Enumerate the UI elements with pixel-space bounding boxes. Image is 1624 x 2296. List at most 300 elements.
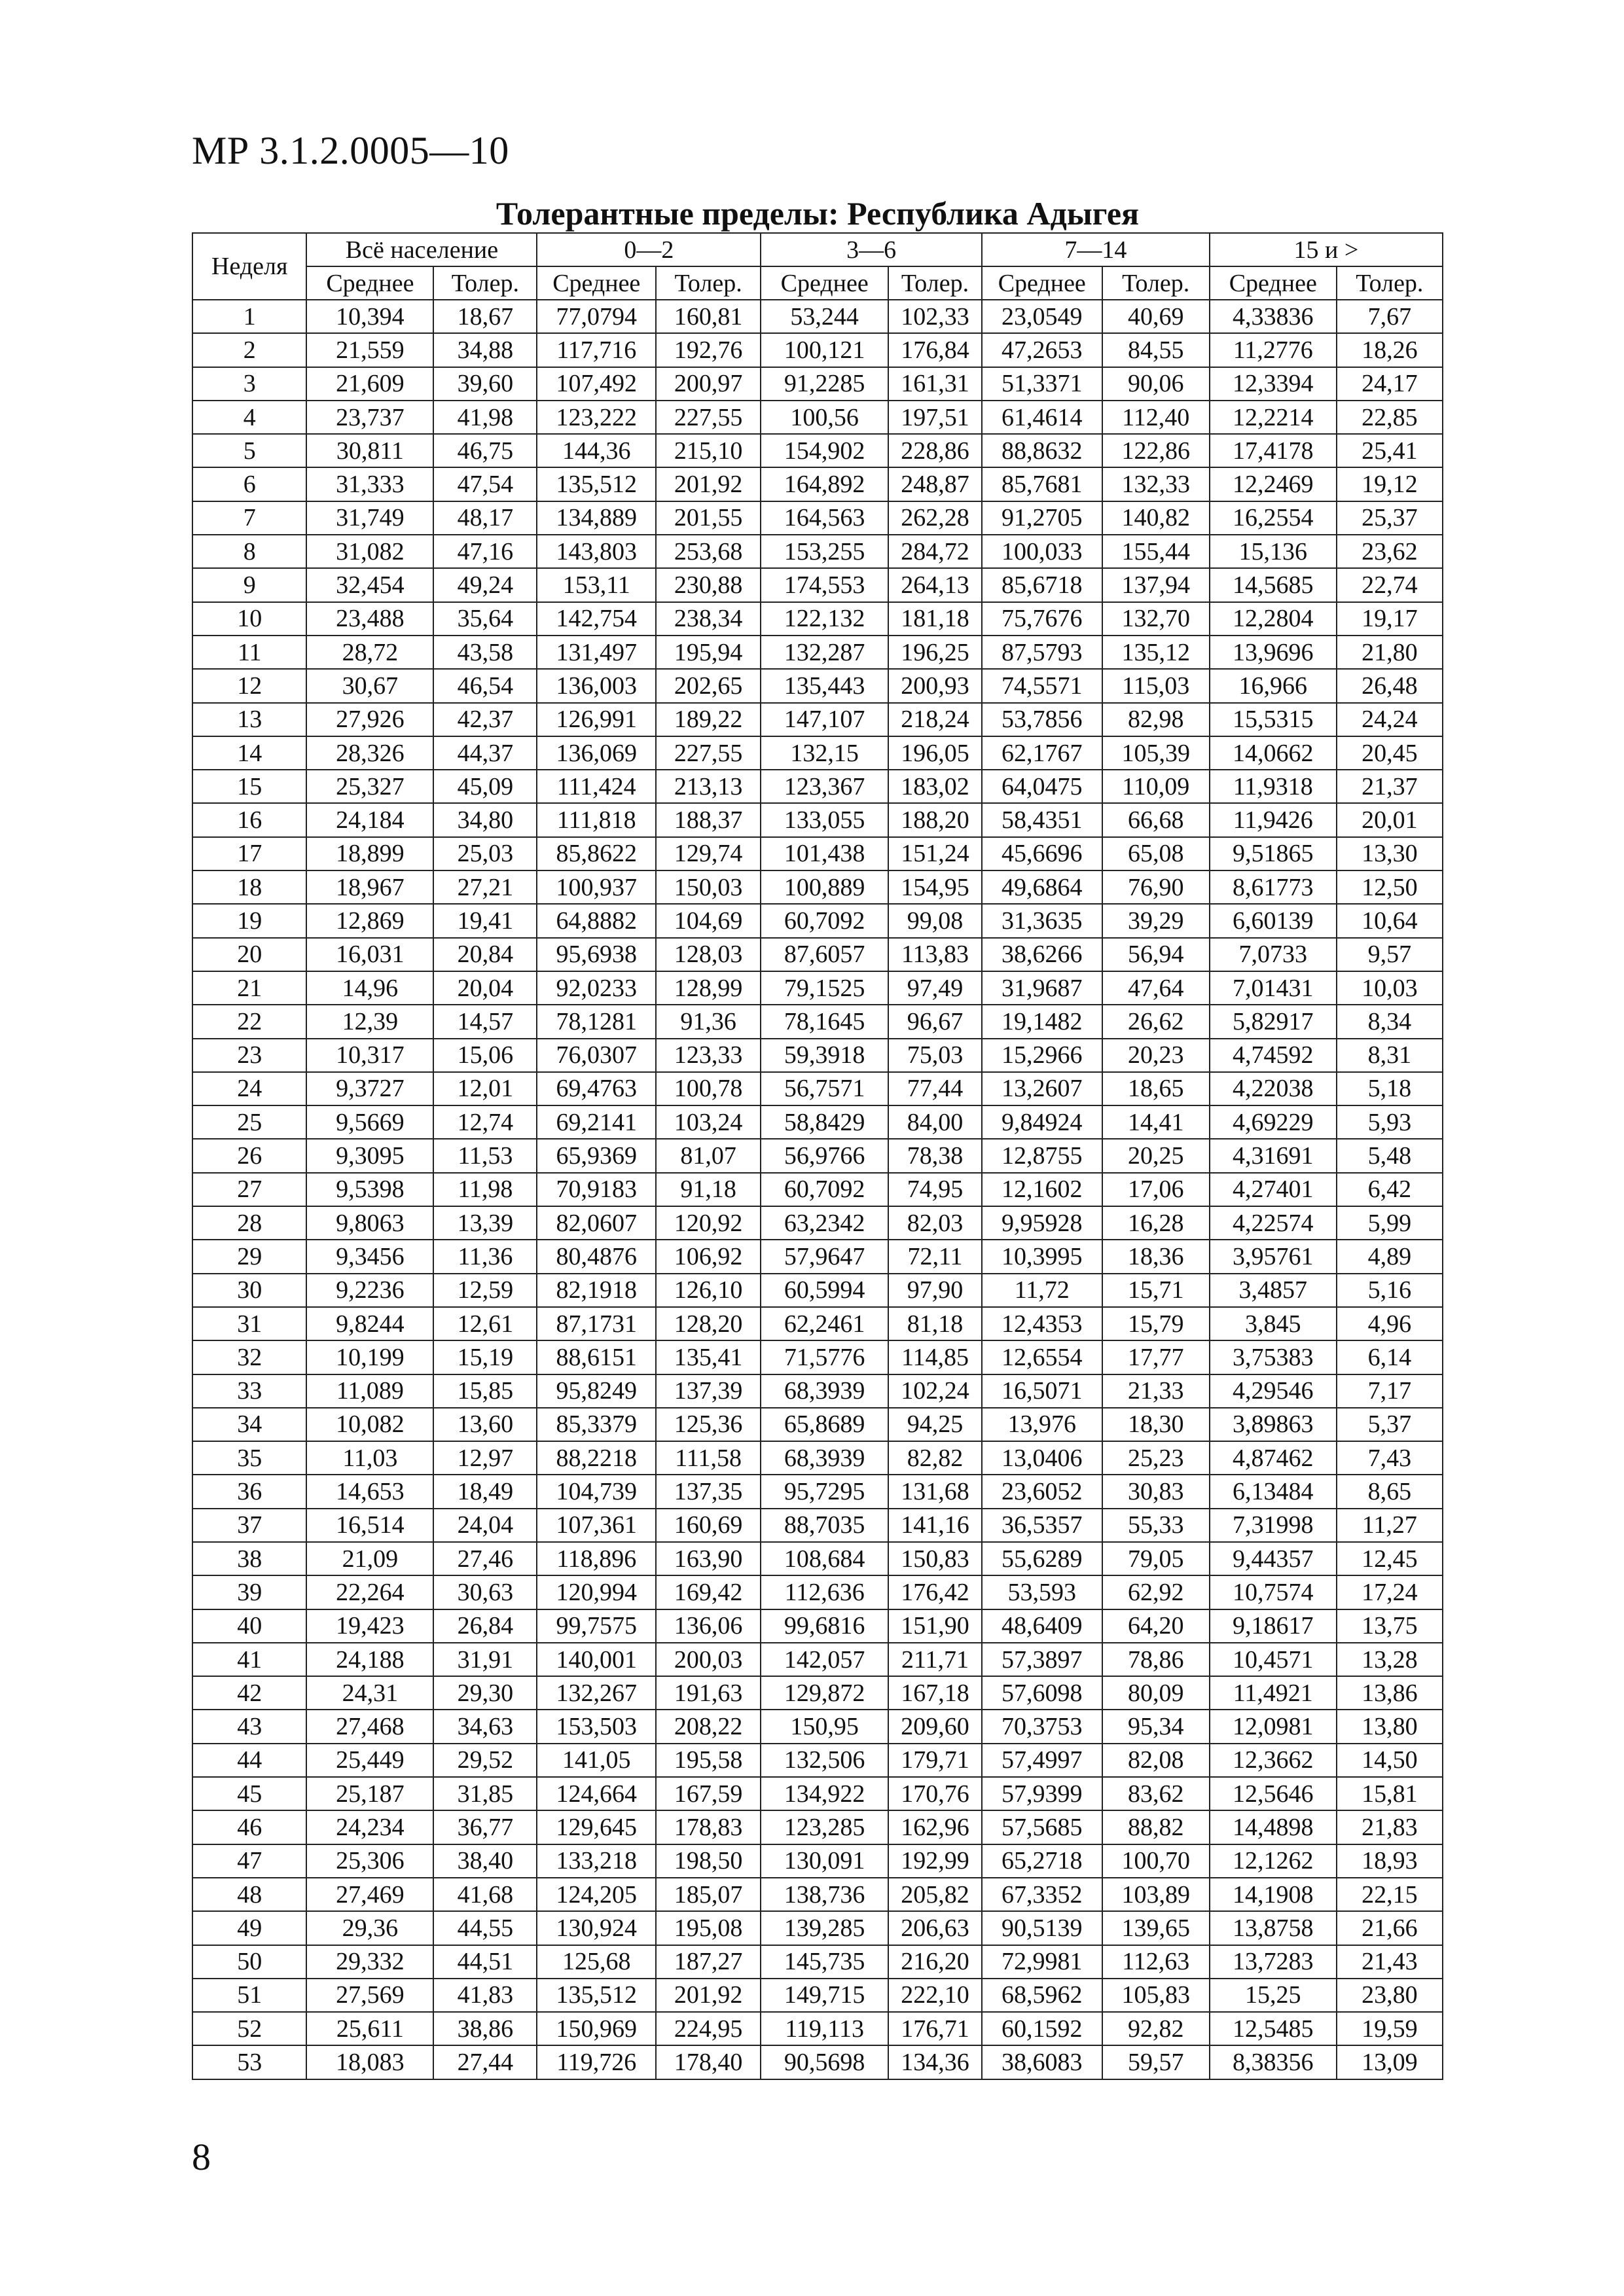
age-0-2-mean-cell: 125,68 [537, 1945, 656, 1979]
all-tol-cell: 20,84 [433, 938, 537, 971]
week-cell: 12 [192, 669, 306, 702]
age-3-6-tol-cell: 183,02 [888, 770, 982, 803]
all-tol-cell: 12,74 [433, 1105, 537, 1139]
age-7-14-mean-cell: 31,9687 [982, 971, 1102, 1005]
table-title: Толерантные пределы: Республика Адыгея [496, 195, 1140, 232]
age-3-6-mean-cell: 164,892 [761, 467, 888, 501]
age-15-plus-tol-cell: 5,99 [1337, 1206, 1443, 1240]
age-7-14-mean-cell: 12,1602 [982, 1173, 1102, 1206]
age-3-6-mean-cell: 122,132 [761, 602, 888, 636]
age-0-2-mean-cell: 107,361 [537, 1509, 656, 1542]
age-7-14-tol-cell: 79,05 [1102, 1542, 1210, 1575]
table-row [192, 1139, 1443, 1172]
age-7-14-tol-cell: 95,34 [1102, 1710, 1210, 1743]
age-0-2-tol-cell: 160,81 [656, 300, 761, 333]
age-7-14-mean-cell: 36,5357 [982, 1509, 1102, 1542]
age-0-2-tol-cell: 187,27 [656, 1945, 761, 1979]
age-15-plus-tol-cell: 21,43 [1337, 1945, 1443, 1979]
age-7-14-mean-cell: 64,0475 [982, 770, 1102, 803]
age-15-plus-mean-cell: 13,9696 [1210, 636, 1337, 669]
table-row [192, 367, 1443, 401]
age-0-2-tol-cell: 253,68 [656, 535, 761, 568]
age-0-2-tol-cell: 137,39 [656, 1374, 761, 1408]
age-0-2-mean-cell: 95,8249 [537, 1374, 656, 1408]
age-7-14-tol-cell: 16,28 [1102, 1206, 1210, 1240]
all-mean-cell: 10,199 [306, 1340, 433, 1374]
week-cell: 15 [192, 770, 306, 803]
age-0-2-tol-cell: 195,58 [656, 1744, 761, 1777]
age-15-plus-mean-cell: 12,2214 [1210, 401, 1337, 434]
age-3-6-mean-cell: 149,715 [761, 1979, 888, 2012]
age-0-2-mean-cell: 153,503 [537, 1710, 656, 1743]
week-cell: 4 [192, 401, 306, 434]
age-15-plus-mean-cell: 13,8758 [1210, 1911, 1337, 1945]
age-3-6-tol-cell: 206,63 [888, 1911, 982, 1945]
week-cell: 42 [192, 1676, 306, 1710]
age-0-2-mean-cell: 76,0307 [537, 1039, 656, 1072]
table-row [192, 1105, 1443, 1139]
age-15-plus-mean-cell: 14,0662 [1210, 736, 1337, 770]
all-mean-cell: 14,653 [306, 1475, 433, 1508]
age-15-plus-tol-cell: 21,80 [1337, 636, 1443, 669]
all-tol-cell: 24,04 [433, 1509, 537, 1542]
age-0-2-tol-cell: 224,95 [656, 2012, 761, 2045]
age-0-2-mean-cell: 131,497 [537, 636, 656, 669]
age-15-plus-mean-cell: 12,1262 [1210, 1844, 1337, 1878]
age-0-2-mean-cell: 80,4876 [537, 1240, 656, 1273]
age-0-2-mean-cell: 88,2218 [537, 1441, 656, 1475]
age-7-14-mean-cell: 62,1767 [982, 736, 1102, 770]
age-15-plus-mean-cell: 9,51865 [1210, 837, 1337, 870]
age-15-plus-mean-cell: 12,2469 [1210, 467, 1337, 501]
age-0-2-mean-cell: 153,11 [537, 568, 656, 601]
age-0-2-tol-cell: 185,07 [656, 1878, 761, 1911]
all-tol-cell: 12,61 [433, 1307, 537, 1340]
age-0-2-mean-cell: 119,726 [537, 2045, 656, 2079]
age-7-14-tol-cell: 132,70 [1102, 602, 1210, 636]
age-7-14-mean-cell: 53,7856 [982, 703, 1102, 736]
week-cell: 10 [192, 602, 306, 636]
age-3-6-tol-cell: 150,83 [888, 1542, 982, 1575]
subheader-tolerance: Толер. [433, 266, 537, 300]
age-0-2-tol-cell: 125,36 [656, 1408, 761, 1441]
week-cell: 22 [192, 1005, 306, 1038]
table-row [192, 837, 1443, 870]
all-mean-cell: 9,5669 [306, 1105, 433, 1139]
age-15-plus-mean-cell: 12,2804 [1210, 602, 1337, 636]
age-0-2-tol-cell: 111,58 [656, 1441, 761, 1475]
age-7-14-mean-cell: 12,8755 [982, 1139, 1102, 1172]
age-3-6-tol-cell: 262,28 [888, 501, 982, 535]
all-tol-cell: 41,98 [433, 401, 537, 434]
age-0-2-tol-cell: 128,03 [656, 938, 761, 971]
age-7-14-mean-cell: 9,84924 [982, 1105, 1102, 1139]
table-row [192, 736, 1443, 770]
table-row [192, 669, 1443, 702]
table-row [192, 703, 1443, 736]
week-cell: 16 [192, 803, 306, 836]
age-0-2-tol-cell: 192,76 [656, 333, 761, 367]
age-7-14-tol-cell: 47,64 [1102, 971, 1210, 1005]
age-15-plus-tol-cell: 10,03 [1337, 971, 1443, 1005]
age-3-6-mean-cell: 56,7571 [761, 1072, 888, 1105]
age-3-6-tol-cell: 81,18 [888, 1307, 982, 1340]
all-mean-cell: 11,03 [306, 1441, 433, 1475]
age-15-plus-tol-cell: 22,15 [1337, 1878, 1443, 1911]
age-7-14-tol-cell: 112,40 [1102, 401, 1210, 434]
age-0-2-tol-cell: 103,24 [656, 1105, 761, 1139]
age-15-plus-mean-cell: 3,89863 [1210, 1408, 1337, 1441]
age-15-plus-mean-cell: 4,29546 [1210, 1374, 1337, 1408]
header-week: Неделя [192, 233, 306, 300]
age-0-2-mean-cell: 92,0233 [537, 971, 656, 1005]
age-3-6-mean-cell: 101,438 [761, 837, 888, 870]
age-0-2-mean-cell: 150,969 [537, 2012, 656, 2045]
age-7-14-mean-cell: 48,6409 [982, 1609, 1102, 1643]
age-7-14-mean-cell: 60,1592 [982, 2012, 1102, 2045]
age-7-14-tol-cell: 26,62 [1102, 1005, 1210, 1038]
age-15-plus-mean-cell: 11,2776 [1210, 333, 1337, 367]
subheader-mean: Среднее [982, 266, 1102, 300]
week-cell: 24 [192, 1072, 306, 1105]
age-3-6-mean-cell: 154,902 [761, 434, 888, 467]
week-cell: 25 [192, 1105, 306, 1139]
week-cell: 21 [192, 971, 306, 1005]
age-3-6-mean-cell: 100,121 [761, 333, 888, 367]
age-15-plus-mean-cell: 8,61773 [1210, 870, 1337, 904]
age-15-plus-mean-cell: 4,31691 [1210, 1139, 1337, 1172]
age-3-6-mean-cell: 56,9766 [761, 1139, 888, 1172]
week-cell: 9 [192, 568, 306, 601]
table-row [192, 904, 1443, 937]
age-15-plus-tol-cell: 20,45 [1337, 736, 1443, 770]
all-mean-cell: 25,449 [306, 1744, 433, 1777]
age-0-2-mean-cell: 64,8882 [537, 904, 656, 937]
age-3-6-mean-cell: 60,7092 [761, 904, 888, 937]
age-0-2-tol-cell: 163,90 [656, 1542, 761, 1575]
age-7-14-tol-cell: 55,33 [1102, 1509, 1210, 1542]
age-7-14-mean-cell: 13,976 [982, 1408, 1102, 1441]
age-7-14-tol-cell: 155,44 [1102, 535, 1210, 568]
age-15-plus-tol-cell: 5,48 [1337, 1139, 1443, 1172]
age-0-2-tol-cell: 191,63 [656, 1676, 761, 1710]
age-0-2-tol-cell: 136,06 [656, 1609, 761, 1643]
age-15-plus-mean-cell: 4,22574 [1210, 1206, 1337, 1240]
age-3-6-tol-cell: 131,68 [888, 1475, 982, 1508]
age-0-2-mean-cell: 124,664 [537, 1777, 656, 1810]
age-15-plus-tol-cell: 18,93 [1337, 1844, 1443, 1878]
age-7-14-mean-cell: 15,2966 [982, 1039, 1102, 1072]
all-mean-cell: 21,559 [306, 333, 433, 367]
age-0-2-mean-cell: 65,9369 [537, 1139, 656, 1172]
all-tol-cell: 11,36 [433, 1240, 537, 1273]
all-mean-cell: 9,8063 [306, 1206, 433, 1240]
all-mean-cell: 11,089 [306, 1374, 433, 1408]
age-0-2-tol-cell: 135,41 [656, 1340, 761, 1374]
table-row [192, 1509, 1443, 1542]
age-7-14-mean-cell: 13,0406 [982, 1441, 1102, 1475]
all-tol-cell: 38,40 [433, 1844, 537, 1878]
age-3-6-mean-cell: 88,7035 [761, 1509, 888, 1542]
all-mean-cell: 24,234 [306, 1810, 433, 1844]
age-7-14-tol-cell: 64,20 [1102, 1609, 1210, 1643]
age-15-plus-tol-cell: 23,80 [1337, 1979, 1443, 2012]
all-tol-cell: 41,68 [433, 1878, 537, 1911]
week-cell: 3 [192, 367, 306, 401]
age-7-14-mean-cell: 45,6696 [982, 837, 1102, 870]
age-3-6-mean-cell: 65,8689 [761, 1408, 888, 1441]
age-0-2-tol-cell: 227,55 [656, 736, 761, 770]
age-0-2-tol-cell: 81,07 [656, 1139, 761, 1172]
age-15-plus-mean-cell: 6,13484 [1210, 1475, 1337, 1508]
subheader-tolerance: Толер. [1102, 266, 1210, 300]
all-mean-cell: 24,31 [306, 1676, 433, 1710]
age-3-6-tol-cell: 196,05 [888, 736, 982, 770]
age-7-14-mean-cell: 91,2705 [982, 501, 1102, 535]
all-mean-cell: 19,423 [306, 1609, 433, 1643]
age-7-14-mean-cell: 31,3635 [982, 904, 1102, 937]
table-row [192, 1274, 1443, 1307]
age-3-6-tol-cell: 197,51 [888, 401, 982, 434]
age-3-6-mean-cell: 164,563 [761, 501, 888, 535]
all-tol-cell: 46,54 [433, 669, 537, 702]
age-15-plus-tol-cell: 25,37 [1337, 501, 1443, 535]
age-0-2-mean-cell: 130,924 [537, 1911, 656, 1945]
age-7-14-tol-cell: 18,65 [1102, 1072, 1210, 1105]
age-15-plus-tol-cell: 22,74 [1337, 568, 1443, 601]
age-15-plus-mean-cell: 11,4921 [1210, 1676, 1337, 1710]
age-3-6-mean-cell: 133,055 [761, 803, 888, 836]
age-15-plus-tol-cell: 14,50 [1337, 1744, 1443, 1777]
age-3-6-mean-cell: 112,636 [761, 1575, 888, 1609]
age-0-2-tol-cell: 215,10 [656, 434, 761, 467]
age-15-plus-tol-cell: 19,17 [1337, 602, 1443, 636]
age-3-6-tol-cell: 74,95 [888, 1173, 982, 1206]
age-0-2-tol-cell: 188,37 [656, 803, 761, 836]
age-15-plus-mean-cell: 7,31998 [1210, 1509, 1337, 1542]
doc-code: МР 3.1.2.0005—10 [192, 129, 509, 172]
all-tol-cell: 42,37 [433, 703, 537, 736]
table-row [192, 1206, 1443, 1240]
table-row [192, 1575, 1443, 1609]
age-7-14-tol-cell: 18,36 [1102, 1240, 1210, 1273]
age-7-14-tol-cell: 82,98 [1102, 703, 1210, 736]
age-7-14-mean-cell: 49,6864 [982, 870, 1102, 904]
age-3-6-tol-cell: 170,76 [888, 1777, 982, 1810]
age-3-6-mean-cell: 95,7295 [761, 1475, 888, 1508]
age-3-6-mean-cell: 68,3939 [761, 1374, 888, 1408]
header-group-0-2: 0—2 [537, 233, 761, 266]
age-15-plus-tol-cell: 13,80 [1337, 1710, 1443, 1743]
all-tol-cell: 14,57 [433, 1005, 537, 1038]
all-tol-cell: 18,49 [433, 1475, 537, 1508]
week-cell: 40 [192, 1609, 306, 1643]
age-7-14-mean-cell: 72,9981 [982, 1945, 1102, 1979]
age-15-plus-mean-cell: 12,3662 [1210, 1744, 1337, 1777]
week-cell: 31 [192, 1307, 306, 1340]
age-15-plus-tol-cell: 17,24 [1337, 1575, 1443, 1609]
all-tol-cell: 29,52 [433, 1744, 537, 1777]
age-7-14-mean-cell: 67,3352 [982, 1878, 1102, 1911]
all-mean-cell: 18,083 [306, 2045, 433, 2079]
age-7-14-tol-cell: 135,12 [1102, 636, 1210, 669]
age-0-2-mean-cell: 82,0607 [537, 1206, 656, 1240]
table-row [192, 1072, 1443, 1105]
age-3-6-tol-cell: 228,86 [888, 434, 982, 467]
all-mean-cell: 24,188 [306, 1643, 433, 1676]
age-7-14-tol-cell: 80,09 [1102, 1676, 1210, 1710]
age-0-2-mean-cell: 142,754 [537, 602, 656, 636]
age-7-14-tol-cell: 65,08 [1102, 837, 1210, 870]
all-mean-cell: 27,569 [306, 1979, 433, 2012]
age-3-6-tol-cell: 179,71 [888, 1744, 982, 1777]
age-0-2-mean-cell: 117,716 [537, 333, 656, 367]
age-3-6-mean-cell: 108,684 [761, 1542, 888, 1575]
table-row [192, 1441, 1443, 1475]
age-7-14-mean-cell: 10,3995 [982, 1240, 1102, 1273]
age-3-6-mean-cell: 68,3939 [761, 1441, 888, 1475]
age-15-plus-mean-cell: 12,5485 [1210, 2012, 1337, 2045]
age-3-6-tol-cell: 205,82 [888, 1878, 982, 1911]
age-7-14-mean-cell: 70,3753 [982, 1710, 1102, 1743]
age-7-14-tol-cell: 84,55 [1102, 333, 1210, 367]
age-3-6-mean-cell: 60,5994 [761, 1274, 888, 1307]
all-mean-cell: 24,184 [306, 803, 433, 836]
age-15-plus-mean-cell: 4,87462 [1210, 1441, 1337, 1475]
age-15-plus-mean-cell: 16,2554 [1210, 501, 1337, 535]
age-3-6-mean-cell: 90,5698 [761, 2045, 888, 2079]
age-0-2-tol-cell: 129,74 [656, 837, 761, 870]
age-3-6-tol-cell: 176,42 [888, 1575, 982, 1609]
age-15-plus-mean-cell: 12,3394 [1210, 367, 1337, 401]
age-3-6-mean-cell: 53,244 [761, 300, 888, 333]
all-mean-cell: 18,967 [306, 870, 433, 904]
age-7-14-mean-cell: 87,5793 [982, 636, 1102, 669]
age-0-2-mean-cell: 120,994 [537, 1575, 656, 1609]
all-tol-cell: 15,19 [433, 1340, 537, 1374]
age-0-2-tol-cell: 169,42 [656, 1575, 761, 1609]
age-15-plus-mean-cell: 16,966 [1210, 669, 1337, 702]
age-7-14-mean-cell: 57,4997 [982, 1744, 1102, 1777]
age-15-plus-mean-cell: 3,845 [1210, 1307, 1337, 1340]
age-3-6-mean-cell: 174,553 [761, 568, 888, 601]
table-row [192, 1173, 1443, 1206]
age-3-6-tol-cell: 284,72 [888, 535, 982, 568]
week-cell: 45 [192, 1777, 306, 1810]
table-row [192, 1744, 1443, 1777]
age-15-plus-mean-cell: 15,5315 [1210, 703, 1337, 736]
age-7-14-tol-cell: 21,33 [1102, 1374, 1210, 1408]
table-row [192, 803, 1443, 836]
table-row [192, 1710, 1443, 1743]
age-3-6-mean-cell: 62,2461 [761, 1307, 888, 1340]
week-cell: 19 [192, 904, 306, 937]
age-0-2-tol-cell: 100,78 [656, 1072, 761, 1105]
age-3-6-tol-cell: 176,71 [888, 2012, 982, 2045]
age-0-2-mean-cell: 77,0794 [537, 300, 656, 333]
week-cell: 49 [192, 1911, 306, 1945]
all-mean-cell: 31,082 [306, 535, 433, 568]
age-0-2-tol-cell: 195,08 [656, 1911, 761, 1945]
week-cell: 29 [192, 1240, 306, 1273]
week-cell: 30 [192, 1274, 306, 1307]
all-tol-cell: 38,86 [433, 2012, 537, 2045]
all-mean-cell: 21,609 [306, 367, 433, 401]
age-15-plus-tol-cell: 13,28 [1337, 1643, 1443, 1676]
age-3-6-tol-cell: 114,85 [888, 1340, 982, 1374]
table-row [192, 2012, 1443, 2045]
age-15-plus-tol-cell: 7,43 [1337, 1441, 1443, 1475]
all-tol-cell: 31,85 [433, 1777, 537, 1810]
subheader-mean: Среднее [306, 266, 433, 300]
age-7-14-mean-cell: 57,5685 [982, 1810, 1102, 1844]
table-row [192, 1340, 1443, 1374]
subheader-tolerance: Толер. [656, 266, 761, 300]
age-15-plus-mean-cell: 17,4178 [1210, 434, 1337, 467]
age-3-6-mean-cell: 63,2342 [761, 1206, 888, 1240]
age-15-plus-mean-cell: 13,7283 [1210, 1945, 1337, 1979]
week-cell: 27 [192, 1173, 306, 1206]
age-0-2-tol-cell: 230,88 [656, 568, 761, 601]
age-3-6-tol-cell: 248,87 [888, 467, 982, 501]
all-tol-cell: 47,54 [433, 467, 537, 501]
age-0-2-mean-cell: 129,645 [537, 1810, 656, 1844]
age-0-2-mean-cell: 111,818 [537, 803, 656, 836]
age-3-6-mean-cell: 135,443 [761, 669, 888, 702]
table-row [192, 1878, 1443, 1911]
week-cell: 52 [192, 2012, 306, 2045]
all-mean-cell: 30,67 [306, 669, 433, 702]
age-7-14-tol-cell: 140,82 [1102, 501, 1210, 535]
age-7-14-mean-cell: 12,6554 [982, 1340, 1102, 1374]
age-7-14-mean-cell: 47,2653 [982, 333, 1102, 367]
age-0-2-tol-cell: 208,22 [656, 1710, 761, 1743]
age-0-2-tol-cell: 189,22 [656, 703, 761, 736]
all-tol-cell: 39,60 [433, 367, 537, 401]
age-7-14-tol-cell: 100,70 [1102, 1844, 1210, 1878]
age-7-14-mean-cell: 90,5139 [982, 1911, 1102, 1945]
age-0-2-tol-cell: 202,65 [656, 669, 761, 702]
age-0-2-mean-cell: 136,069 [537, 736, 656, 770]
week-cell: 2 [192, 333, 306, 367]
all-mean-cell: 9,5398 [306, 1173, 433, 1206]
age-3-6-mean-cell: 132,15 [761, 736, 888, 770]
age-15-plus-tol-cell: 12,50 [1337, 870, 1443, 904]
week-cell: 34 [192, 1408, 306, 1441]
age-3-6-mean-cell: 123,285 [761, 1810, 888, 1844]
age-0-2-tol-cell: 137,35 [656, 1475, 761, 1508]
age-15-plus-tol-cell: 21,37 [1337, 770, 1443, 803]
age-3-6-tol-cell: 151,24 [888, 837, 982, 870]
all-tol-cell: 18,67 [433, 300, 537, 333]
age-15-plus-tol-cell: 6,42 [1337, 1173, 1443, 1206]
table-row [192, 1307, 1443, 1340]
age-0-2-mean-cell: 136,003 [537, 669, 656, 702]
table-row [192, 1408, 1443, 1441]
age-3-6-tol-cell: 200,93 [888, 669, 982, 702]
age-0-2-mean-cell: 107,492 [537, 367, 656, 401]
table-row [192, 434, 1443, 467]
week-cell: 35 [192, 1441, 306, 1475]
age-7-14-mean-cell: 65,2718 [982, 1844, 1102, 1878]
week-cell: 32 [192, 1340, 306, 1374]
age-3-6-tol-cell: 216,20 [888, 1945, 982, 1979]
table-row [192, 770, 1443, 803]
all-tol-cell: 44,51 [433, 1945, 537, 1979]
age-15-plus-tol-cell: 4,89 [1337, 1240, 1443, 1273]
age-15-plus-tol-cell: 5,37 [1337, 1408, 1443, 1441]
age-15-plus-tol-cell: 5,18 [1337, 1072, 1443, 1105]
